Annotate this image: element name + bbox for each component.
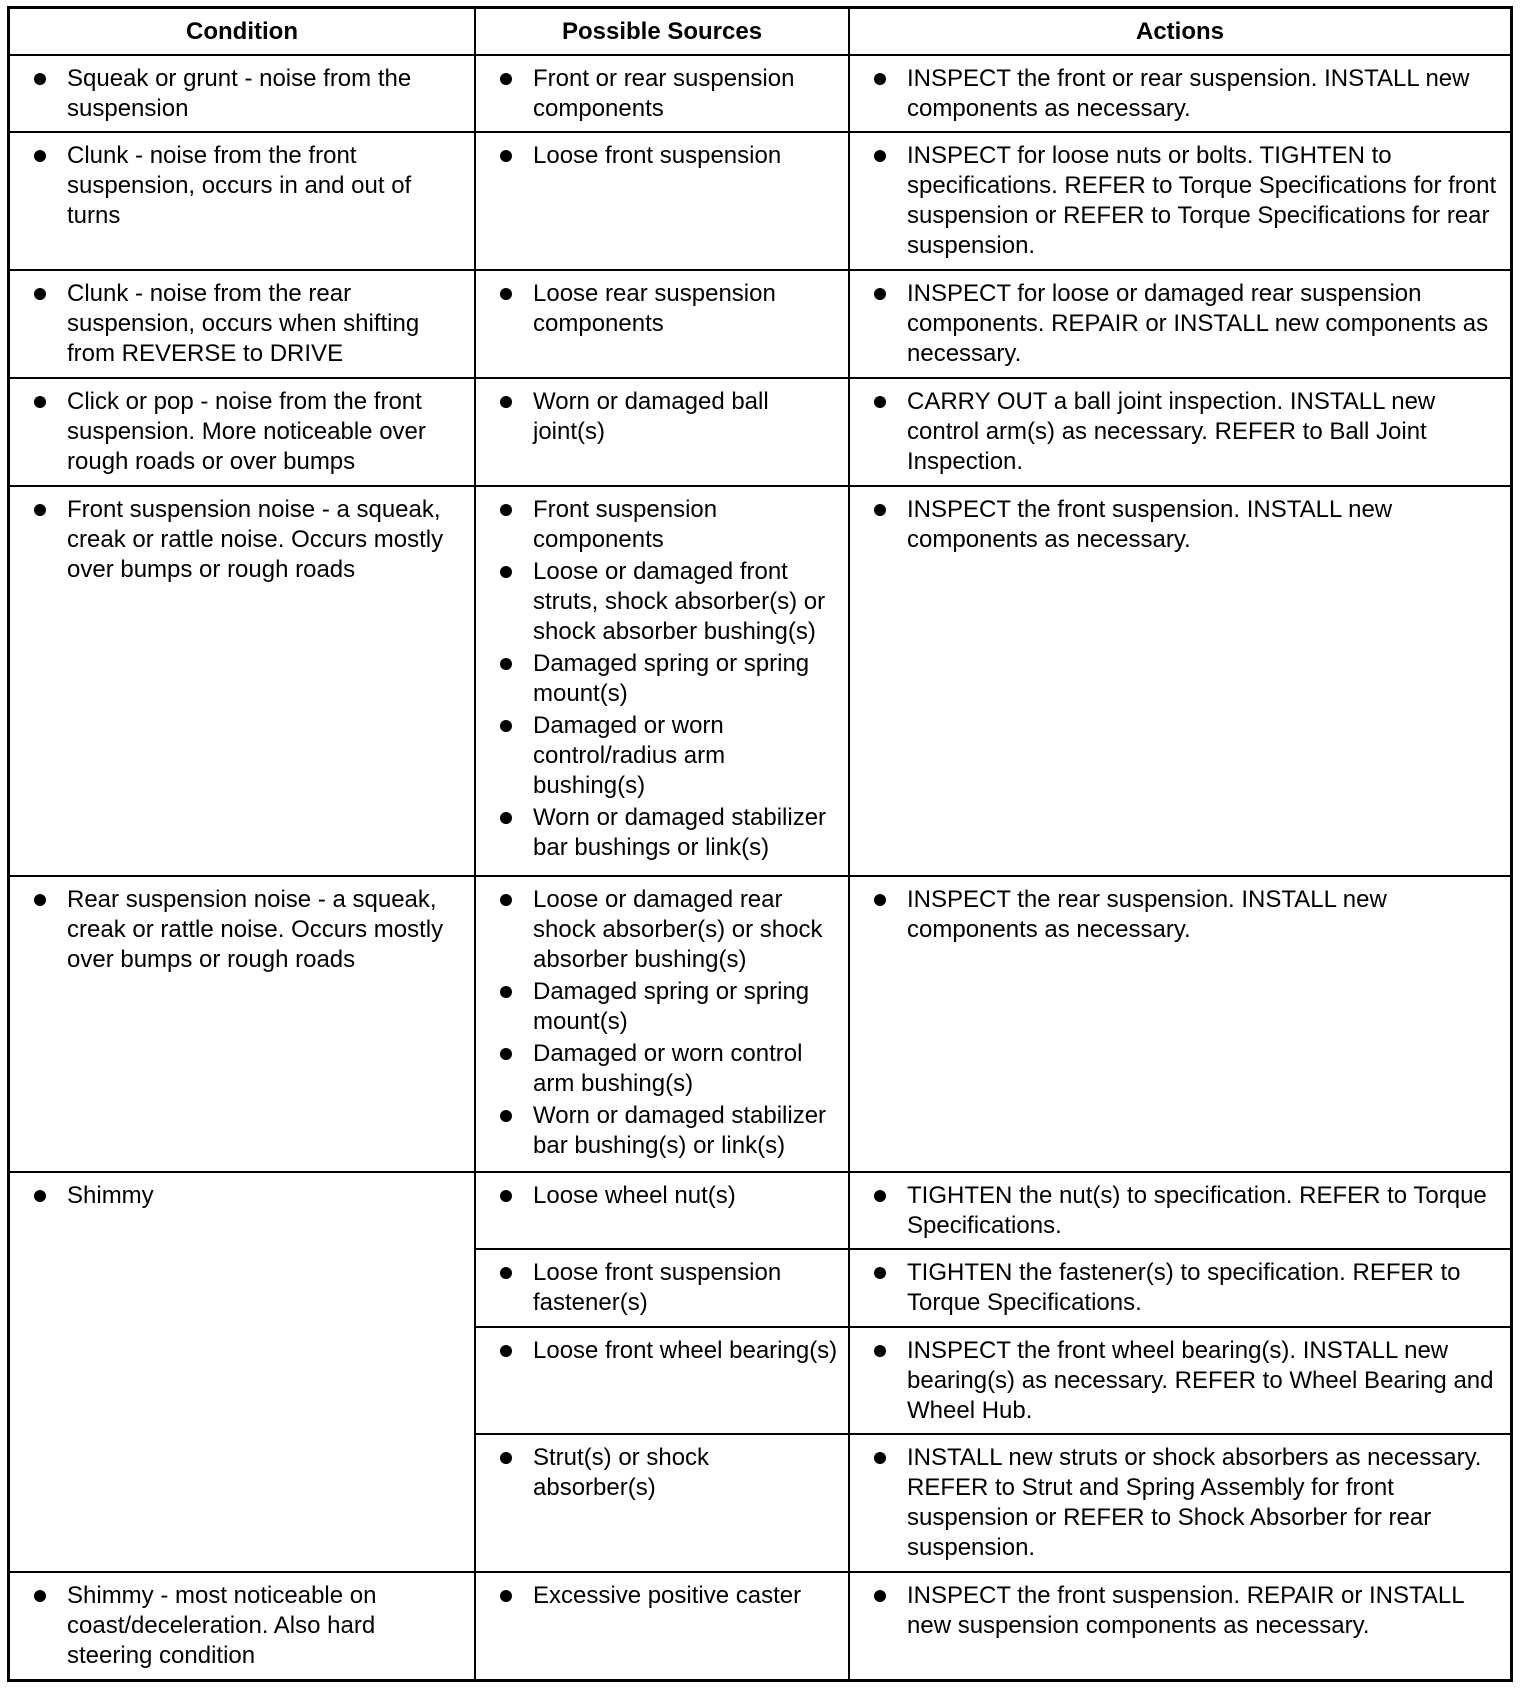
condition-cell bbox=[10, 1172, 475, 1572]
condition-cell bbox=[10, 486, 475, 876]
sources-cell bbox=[475, 1249, 849, 1326]
bullet-item: Clunk - noise from the rear suspension, occurs when shifting from REVERSE to DRIVE bbox=[20, 279, 464, 369]
actions-cell bbox=[849, 1172, 1510, 1249]
actions-list bbox=[860, 1336, 1500, 1426]
bullet-item: CARRY OUT a ball joint inspection. INSTALL new control arm(s) as necessary. REFER to Ball Joint Inspection. bbox=[860, 387, 1500, 477]
bullet-item: Loose front wheel bearing(s) bbox=[486, 1336, 838, 1366]
actions-list bbox=[860, 279, 1500, 369]
symptom-table bbox=[10, 9, 1510, 1679]
header-row bbox=[10, 9, 1510, 55]
bullet-item: Damaged spring or spring mount(s) bbox=[486, 977, 838, 1037]
condition-cell bbox=[10, 55, 475, 132]
actions-list bbox=[860, 495, 1500, 555]
condition-cell bbox=[10, 876, 475, 1173]
condition-list bbox=[20, 1181, 464, 1211]
sources-cell bbox=[475, 132, 849, 270]
condition-list bbox=[20, 387, 464, 477]
bullet-item: Worn or damaged stabilizer bar bushing(s) or link(s) bbox=[486, 1101, 838, 1161]
sources-list bbox=[486, 495, 838, 863]
bullet-item: TIGHTEN the nut(s) to specification. REFER to Torque Specifications. bbox=[860, 1181, 1500, 1241]
actions-list bbox=[860, 1258, 1500, 1318]
condition-list bbox=[20, 279, 464, 369]
actions-list bbox=[860, 64, 1500, 124]
bullet-item: Loose or damaged front struts, shock absorber(s) or shock absorber bushing(s) bbox=[486, 557, 838, 647]
condition-list bbox=[20, 141, 464, 231]
condition-cell bbox=[10, 132, 475, 270]
bullet-item: Loose rear suspension components bbox=[486, 279, 838, 339]
table-row bbox=[10, 1172, 1510, 1249]
bullet-item: INSPECT the front suspension. REPAIR or INSTALL new suspension components as necessary. bbox=[860, 1581, 1500, 1641]
diagnosis-chart bbox=[7, 6, 1513, 1682]
header-condition: Condition bbox=[10, 9, 475, 55]
sources-cell bbox=[475, 1172, 849, 1249]
bullet-item: Loose front suspension bbox=[486, 141, 838, 171]
bullet-item: Strut(s) or shock absorber(s) bbox=[486, 1443, 838, 1503]
bullet-item: Front suspension noise - a squeak, creak or rattle noise. Occurs mostly over bumps or rough roads bbox=[20, 495, 464, 585]
bullet-item: Damaged or worn control/radius arm bushing(s) bbox=[486, 711, 838, 801]
actions-list bbox=[860, 1181, 1500, 1241]
bullet-item: Front or rear suspension components bbox=[486, 64, 838, 124]
bullet-item: INSPECT for loose nuts or bolts. TIGHTEN to specifications. REFER to Torque Specifications for front suspension or REFER to Torque Specifications for rear suspension. bbox=[860, 141, 1500, 261]
actions-cell bbox=[849, 132, 1510, 270]
table-row bbox=[10, 486, 1510, 876]
sources-cell bbox=[475, 55, 849, 132]
sources-list bbox=[486, 1181, 838, 1211]
sources-cell bbox=[475, 270, 849, 378]
condition-cell bbox=[10, 270, 475, 378]
actions-list bbox=[860, 141, 1500, 261]
table-row bbox=[10, 378, 1510, 486]
sources-list bbox=[486, 1336, 838, 1366]
condition-list bbox=[20, 495, 464, 585]
actions-cell bbox=[849, 876, 1510, 1173]
bullet-item: INSPECT the front suspension. INSTALL new components as necessary. bbox=[860, 495, 1500, 555]
sources-cell bbox=[475, 1327, 849, 1435]
actions-cell bbox=[849, 378, 1510, 486]
sources-list bbox=[486, 64, 838, 124]
sources-cell bbox=[475, 1572, 849, 1679]
bullet-item: Damaged spring or spring mount(s) bbox=[486, 649, 838, 709]
condition-cell bbox=[10, 1572, 475, 1679]
bullet-item: Worn or damaged ball joint(s) bbox=[486, 387, 838, 447]
sources-cell bbox=[475, 486, 849, 876]
bullet-item: Rear suspension noise - a squeak, creak or rattle noise. Occurs mostly over bumps or rough roads bbox=[20, 885, 464, 975]
actions-cell bbox=[849, 1572, 1510, 1679]
bullet-item: INSPECT the front or rear suspension. INSTALL new components as necessary. bbox=[860, 64, 1500, 124]
sources-list bbox=[486, 1581, 838, 1611]
table-row bbox=[10, 132, 1510, 270]
bullet-item: INSTALL new struts or shock absorbers as necessary. REFER to Strut and Spring Assembly for front suspension or REFER to Shock Absorber for rear suspension. bbox=[860, 1443, 1500, 1563]
sources-cell bbox=[475, 1434, 849, 1572]
actions-cell bbox=[849, 486, 1510, 876]
bullet-item: INSPECT the rear suspension. INSTALL new components as necessary. bbox=[860, 885, 1500, 945]
table-row bbox=[10, 270, 1510, 378]
bullet-item: Worn or damaged stabilizer bar bushings or link(s) bbox=[486, 803, 838, 863]
sources-cell bbox=[475, 876, 849, 1173]
actions-list bbox=[860, 885, 1500, 945]
bullet-item: Loose front suspension fastener(s) bbox=[486, 1258, 838, 1318]
condition-list bbox=[20, 1581, 464, 1671]
sources-cell bbox=[475, 378, 849, 486]
sources-list bbox=[486, 387, 838, 447]
sources-list bbox=[486, 1443, 838, 1503]
bullet-item: Loose wheel nut(s) bbox=[486, 1181, 838, 1211]
bullet-item: Click or pop - noise from the front suspension. More noticeable over rough roads or over bumps bbox=[20, 387, 464, 477]
bullet-item: TIGHTEN the fastener(s) to specification. REFER to Torque Specifications. bbox=[860, 1258, 1500, 1318]
condition-cell bbox=[10, 378, 475, 486]
sources-list bbox=[486, 279, 838, 339]
actions-cell bbox=[849, 1249, 1510, 1326]
bullet-item: INSPECT the front wheel bearing(s). INSTALL new bearing(s) as necessary. REFER to Wheel Bearing and Wheel Hub. bbox=[860, 1336, 1500, 1426]
bullet-item: Shimmy bbox=[20, 1181, 464, 1211]
table-row bbox=[10, 55, 1510, 132]
actions-cell bbox=[849, 1327, 1510, 1435]
bullet-item: Shimmy - most noticeable on coast/deceleration. Also hard steering condition bbox=[20, 1581, 464, 1671]
table-row bbox=[10, 1572, 1510, 1679]
sources-list bbox=[486, 1258, 838, 1318]
condition-list bbox=[20, 64, 464, 124]
bullet-item: Squeak or grunt - noise from the suspension bbox=[20, 64, 464, 124]
actions-cell bbox=[849, 270, 1510, 378]
bullet-item: Front suspension components bbox=[486, 495, 838, 555]
sources-list bbox=[486, 141, 838, 171]
bullet-item: INSPECT for loose or damaged rear suspension components. REPAIR or INSTALL new components as necessary. bbox=[860, 279, 1500, 369]
actions-list bbox=[860, 387, 1500, 477]
header-possible-sources: Possible Sources bbox=[475, 9, 849, 55]
sources-list bbox=[486, 885, 838, 1161]
actions-list bbox=[860, 1581, 1500, 1641]
table-row bbox=[10, 876, 1510, 1173]
actions-list bbox=[860, 1443, 1500, 1563]
header-actions: Actions bbox=[849, 9, 1510, 55]
actions-cell bbox=[849, 1434, 1510, 1572]
bullet-item: Excessive positive caster bbox=[486, 1581, 838, 1611]
bullet-item: Loose or damaged rear shock absorber(s) or shock absorber bushing(s) bbox=[486, 885, 838, 975]
condition-list bbox=[20, 885, 464, 975]
actions-cell bbox=[849, 55, 1510, 132]
bullet-item: Clunk - noise from the front suspension, occurs in and out of turns bbox=[20, 141, 464, 231]
bullet-item: Damaged or worn control arm bushing(s) bbox=[486, 1039, 838, 1099]
